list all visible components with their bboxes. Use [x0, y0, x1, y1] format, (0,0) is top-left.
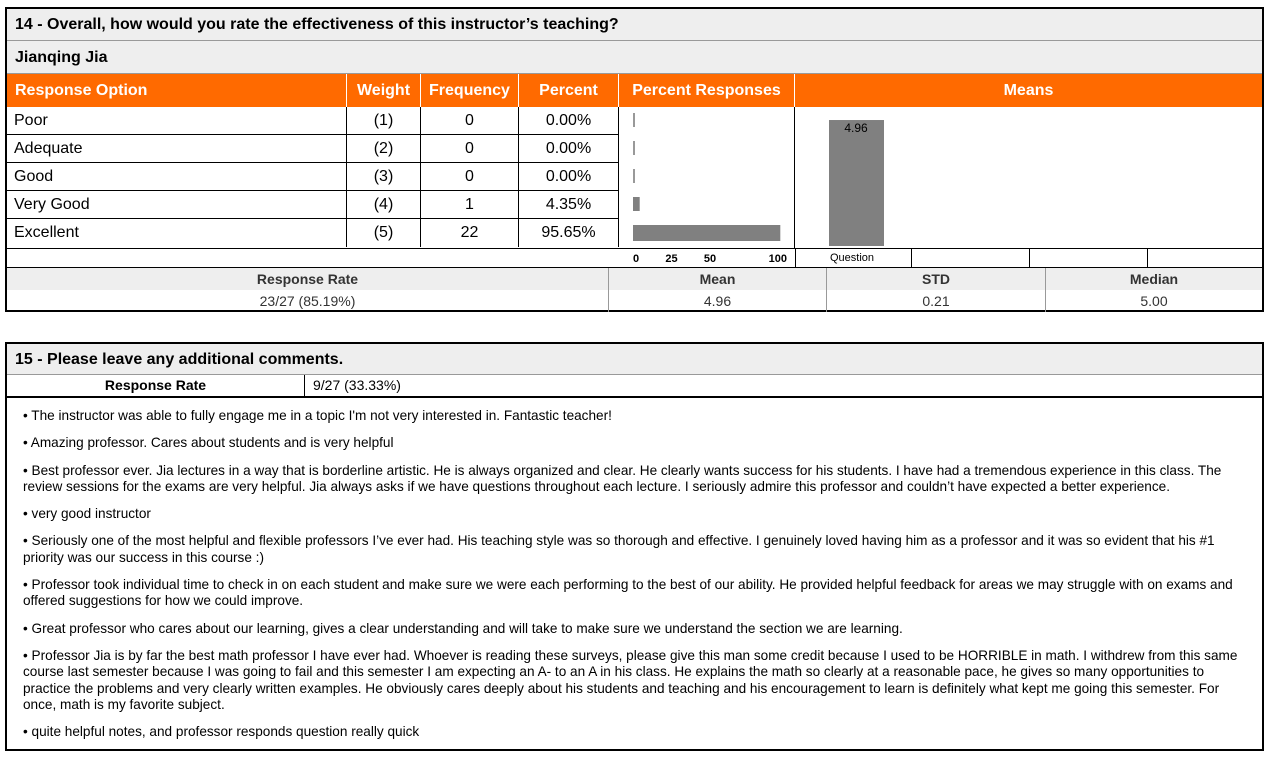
- list-item: • Professor Jia is by far the best math professor I have ever had. Whoever is reading these surveys, please give this man some credit because I used to be HORRIBLE in math. I withdrew from this same course last semester because I was going to fail and this semester I am expecting an A- to an A in his class. He explains the math so clearly at a reasonable pace, he gives so many opportunities to practice the problems and very clearly written examples. He obviously cares deeply about his students and teaching and his encouragement to learn is definitely what kept me going this semester. For once, math is my favorite subject.: [23, 647, 1238, 712]
- option-label: Excellent: [7, 219, 347, 247]
- question-14-panel: [5, 7, 1264, 312]
- percent-value: 0.00%: [519, 135, 619, 163]
- stats-std: 0.21: [827, 290, 1046, 312]
- mean-bar-label: 4.96: [844, 121, 868, 136]
- percent-value: 4.35%: [519, 191, 619, 219]
- stats-header-row: [7, 268, 1262, 290]
- question-14-title: 14 - Overall, how would you rate the effectiveness of this instructor’s teaching?: [7, 9, 1262, 41]
- frequency-value: 0: [421, 163, 519, 191]
- list-item: • Great professor who cares about our learning, gives a clear understanding and will take to make sure we understand the section we are learning.: [23, 620, 903, 636]
- list-item: • very good instructor: [23, 506, 151, 522]
- stats-header-response-rate: Response Rate: [7, 268, 609, 290]
- option-label: Adequate: [7, 135, 347, 163]
- means-legend-cell: [1030, 249, 1148, 267]
- stats-median: 5.00: [1140, 293, 1168, 309]
- percent-value: 95.65%: [519, 219, 619, 247]
- axis-tick-label: 100: [768, 253, 787, 265]
- frequency-value: 22: [421, 219, 519, 247]
- weight-value: (3): [347, 163, 421, 191]
- means-legend-cell: [912, 249, 1030, 267]
- percent-bar-adequate: [633, 141, 635, 155]
- response-table-header: [7, 74, 1262, 107]
- percent-responses-chart: [619, 107, 795, 248]
- option-label: Good: [7, 163, 347, 191]
- percent-bar-poor: [633, 113, 635, 127]
- percent-bar-excellent: [633, 225, 780, 241]
- stats-header-mean: Mean: [609, 268, 827, 290]
- percent-value: 0.00%: [519, 107, 619, 135]
- weight-value: (2): [347, 135, 421, 163]
- header-means: Means: [1003, 82, 1054, 99]
- stats-mean: 4.96: [609, 290, 827, 312]
- header-percent-responses: Percent Responses: [619, 74, 795, 107]
- list-item: • Amazing professor. Cares about students and is very helpful: [23, 435, 394, 451]
- question-15-panel: [5, 342, 1264, 751]
- comments-response-rate-row: [7, 375, 1262, 398]
- weight-value: (4): [347, 191, 421, 219]
- header-frequency: Frequency: [421, 74, 519, 107]
- list-item: • The instructor was able to fully engage me in a topic I'm not very interested in. Fantastic teacher!: [23, 408, 612, 423]
- list-item: • Professor took individual time to check in on each student and make sure we were each performing to the best of our ability. He provided helpful feedback for areas we may struggle with on exams and offered suggestions for how we could improve.: [23, 577, 1233, 609]
- comments-response-rate-value: 9/27 (33.33%): [313, 377, 401, 393]
- instructor-name: Jianqing Jia: [7, 41, 1262, 74]
- means-legend-label: Question: [795, 249, 912, 267]
- weight-value: (1): [347, 107, 421, 135]
- option-label: Very Good: [7, 191, 347, 219]
- comments-list: [23, 408, 1251, 751]
- percent-value: 0.00%: [519, 163, 619, 191]
- option-label: Poor: [7, 107, 347, 135]
- list-item: • Seriously one of the most helpful and flexible professors I’ve ever had. His teaching style was so thorough and effective. I genuinely loved having him as a professor and it was so evident that his #1 priority was our success in this course :): [23, 533, 1215, 565]
- chart-axis-row: [7, 248, 1262, 268]
- frequency-value: 1: [421, 191, 519, 219]
- header-weight: Weight: [347, 74, 421, 107]
- weight-value: (5): [347, 219, 421, 247]
- comments-response-rate-label: Response Rate: [7, 375, 305, 396]
- frequency-value: 0: [421, 135, 519, 163]
- percent-bar-good: [633, 169, 635, 183]
- axis-tick-label: 50: [703, 253, 717, 265]
- list-item: • Best professor ever. Jia lectures in a way that is borderline artistic. He is always organized and clear. He clearly wants success for his students. I have had a tremendous experience in this class. The review sessions for the exams are very helpful. Jia always asks if we have questions throughout each lecture. I seriously admire this professor and couldn’t have expected a better experience.: [23, 462, 1222, 494]
- stats-response-rate: 23/27 (85.19%): [7, 290, 609, 312]
- frequency-value: 0: [421, 107, 519, 135]
- means-chart: [795, 107, 1262, 248]
- question-15-title: 15 - Please leave any additional comments.: [7, 344, 1262, 375]
- list-item: • quite helpful notes, and professor responds question really quick: [23, 724, 420, 740]
- stats-value-row: [7, 290, 1262, 312]
- header-response-option: Response Option: [7, 74, 347, 107]
- axis-tick-label: 0: [632, 253, 640, 265]
- stats-header-median: Median: [1129, 271, 1179, 287]
- axis-tick-label: 25: [665, 253, 678, 265]
- mean-bar: [829, 120, 884, 246]
- percent-bar-very-good: [633, 197, 640, 211]
- header-percent: Percent: [519, 74, 619, 107]
- stats-header-std: STD: [827, 268, 1046, 290]
